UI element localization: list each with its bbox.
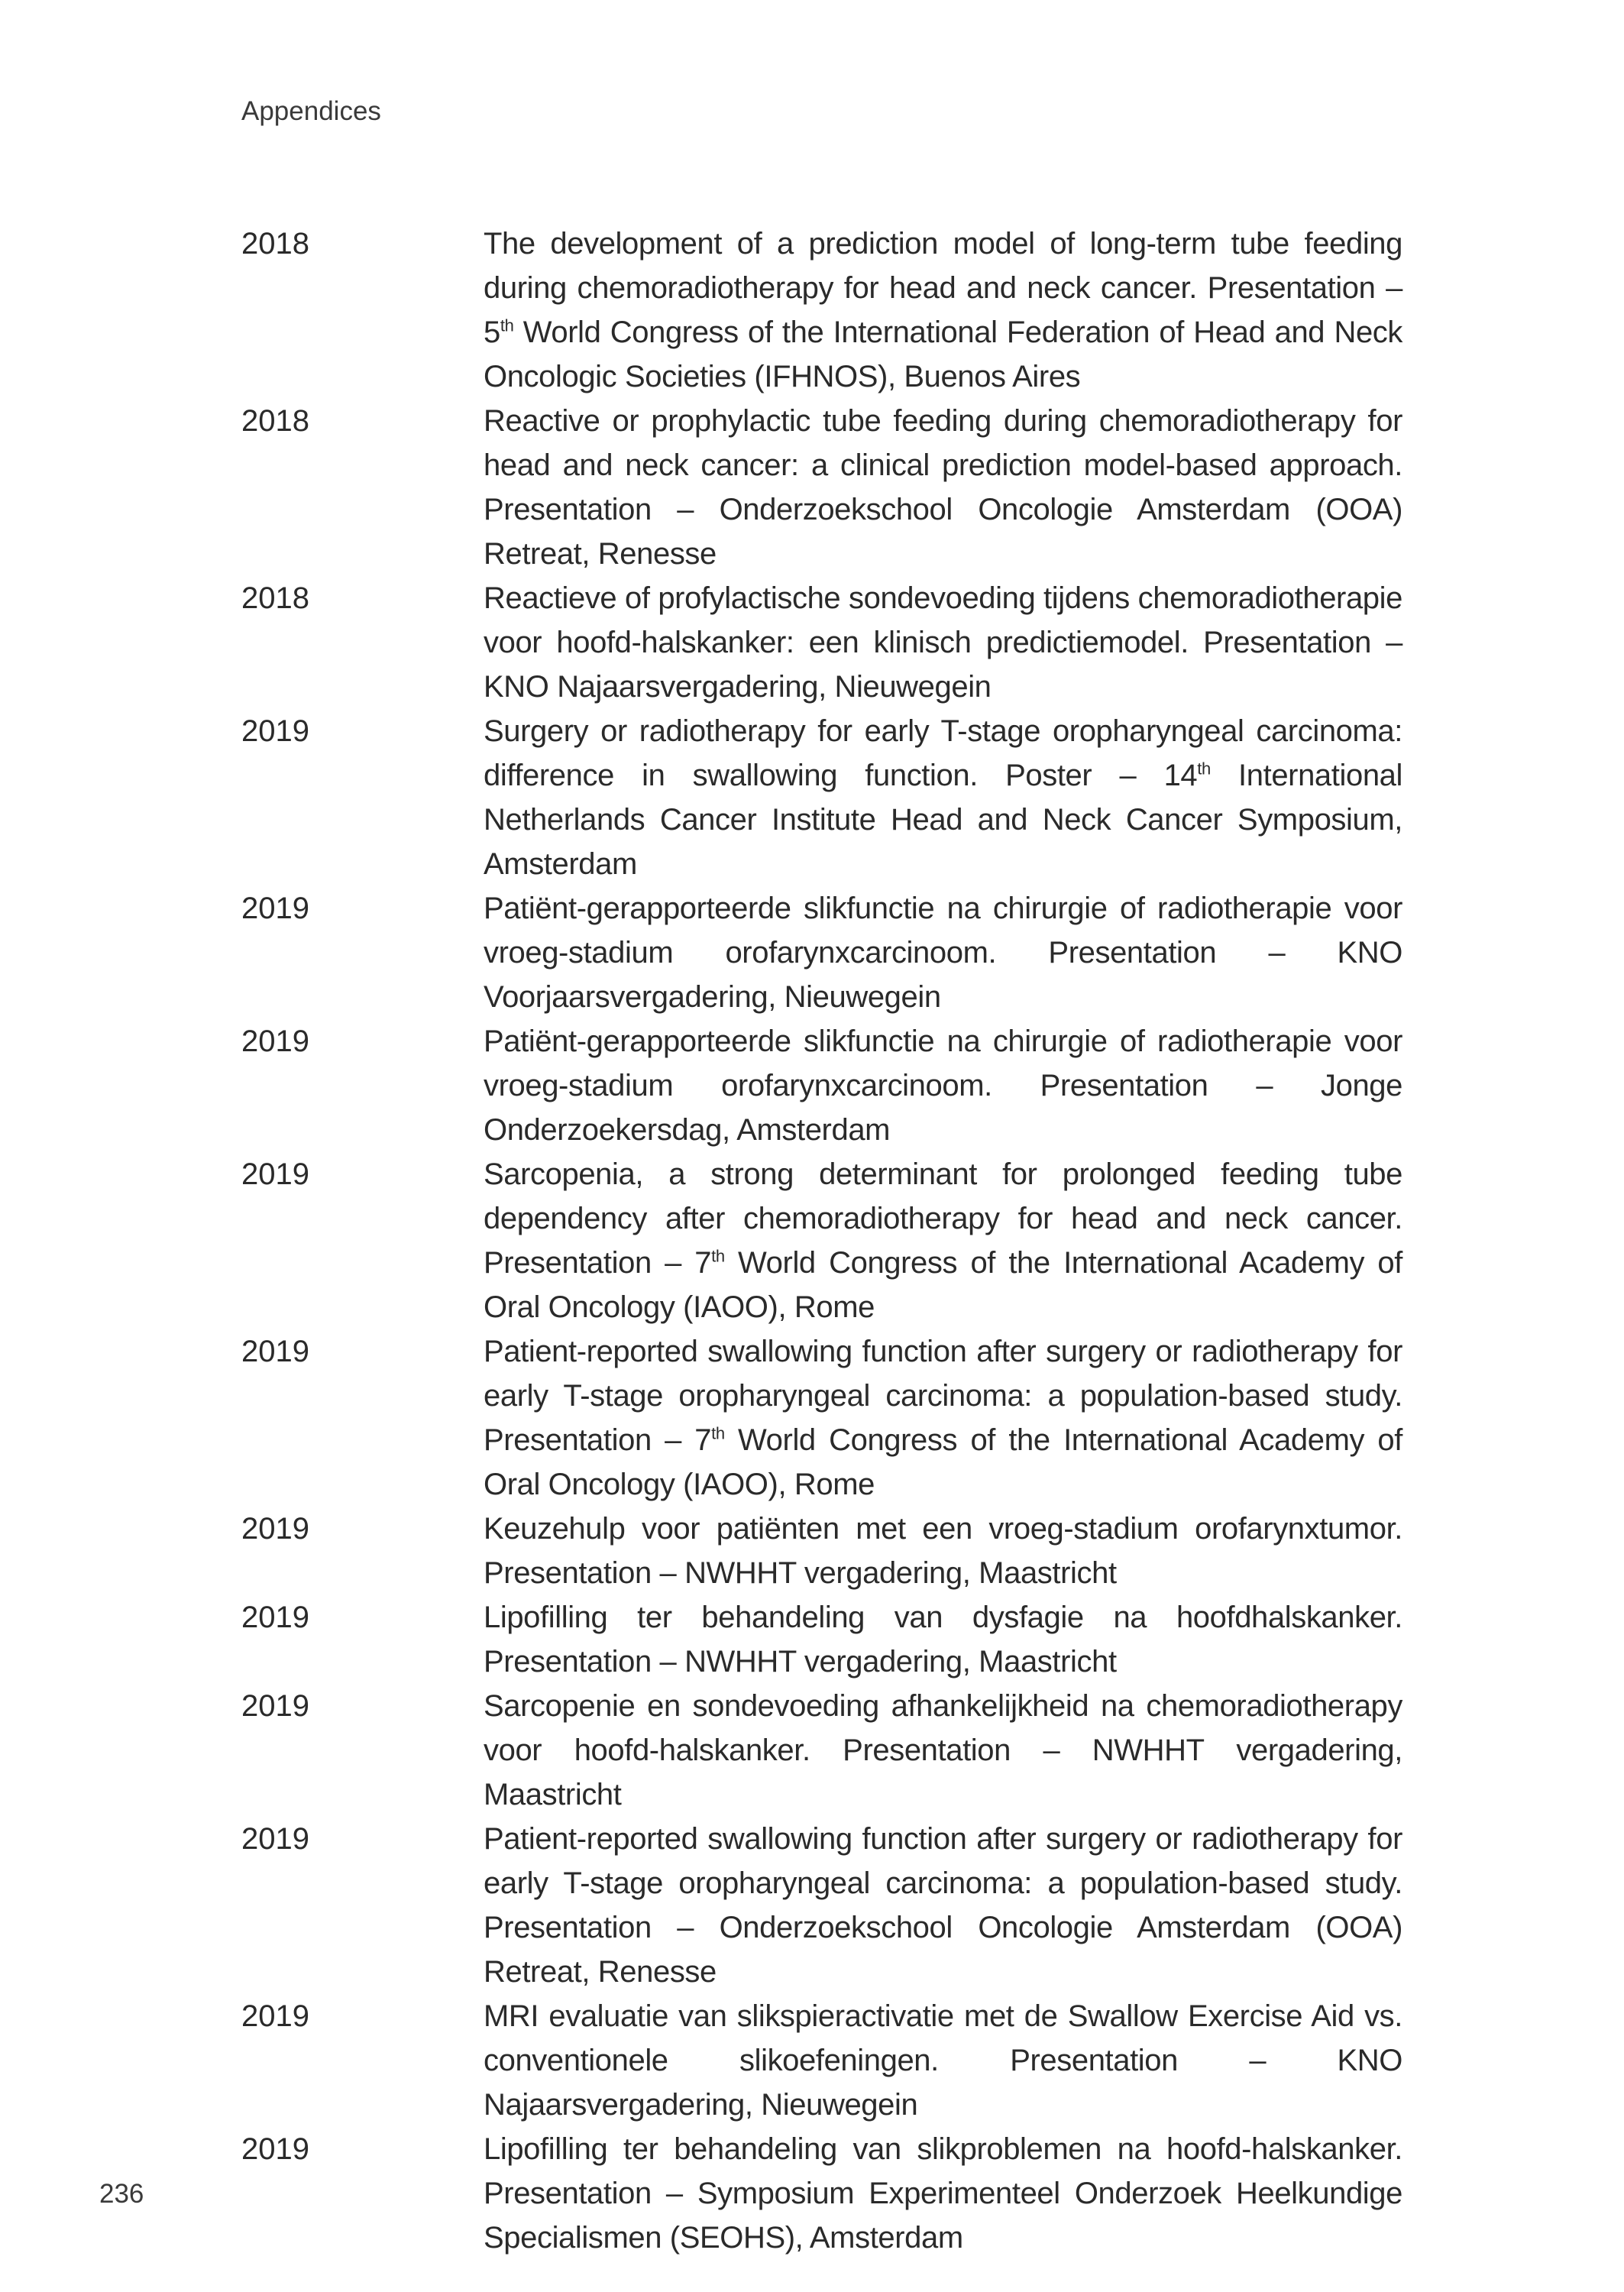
entry-year: 2019 [241,714,309,748]
entry-text: Sarcopenie en sondevoeding afhankelijkheid na chemoradiotherapy voor hoofd-halskanker. Presentation – NWHHT vergadering, Maastricht [484,1689,1402,1811]
entry-superscript: th [711,1423,725,1443]
entry-text: Patiënt-gerapporteerde slikfunctie na chirurgie of radiotherapie voor vroeg-stadium orofarynxcarcinoom. Presentation – Jonge Onderzoekersdag, Amsterdam [484,1025,1402,1147]
entry-description [484,1329,1402,1507]
list-item [241,1152,1402,1329]
entry-text: Patient-reported swallowing function after surgery or radiotherapy for early T-stage oropharyngeal carcinoma: a population-based study. Presentation – Onderzoekschool Oncologie Amsterdam (OOA) Retreat, Renesse [484,1822,1402,1989]
entry-text-continued: World Congress of the International Academy of Oral Oncology (IAOO), Rome [484,1423,1402,1501]
entry-superscript: th [500,316,514,335]
list-item [241,1595,1402,1684]
entry-year: 2019 [241,1157,309,1191]
entry-text: Patiënt-gerapporteerde slikfunctie na chirurgie of radiotherapie voor vroeg-stadium orofarynxcarcinoom. Presentation – KNO Voorjaarsvergadering, Nieuwegein [484,892,1402,1014]
list-item [241,1817,1402,1994]
list-item [241,1994,1402,2127]
list-item [241,1684,1402,1817]
entry-description [484,1994,1402,2127]
entry-text-continued: World Congress of the International Academy of Oral Oncology (IAOO), Rome [484,1246,1402,1324]
entry-text: Reactive or prophylactic tube feeding during chemoradiotherapy for head and neck cancer: a clinical prediction model-based approach. Presentation – Onderzoekschool Oncologie Amsterdam (OOA) Retreat, Renesse [484,404,1402,571]
entry-description [484,1019,1402,1152]
entry-text-continued: World Congress of the International Federation of Head and Neck Oncologic Societies (IFHNOS), Buenos Aires [484,316,1402,393]
list-item [241,399,1402,576]
list-item [241,886,1402,1019]
entry-year: 2019 [241,1025,309,1058]
entry-description [484,1684,1402,1817]
list-item [241,576,1402,709]
entry-year: 2019 [241,1512,309,1546]
entry-text: MRI evaluatie van slikspieractivatie met de Swallow Exercise Aid vs. conventionele slikoefeningen. Presentation – KNO Najaarsvergadering, Nieuwegein [484,1999,1402,2122]
entry-description [484,1817,1402,1994]
entry-superscript: th [711,1246,725,1266]
entry-text: Lipofilling ter behandeling van slikproblemen na hoofd-halskanker. Presentation – Symposium Experimenteel Onderzoek Heelkundige Specialismen (SEOHS), Amsterdam [484,2132,1402,2255]
list-item [241,2127,1402,2260]
presentation-list [241,222,1402,2260]
entry-description [484,1152,1402,1329]
page-number: 236 [99,2179,144,2209]
entry-description [484,886,1402,1019]
list-item [241,222,1402,399]
entry-description [484,399,1402,576]
list-item [241,1507,1402,1595]
entry-description [484,709,1402,886]
entry-description [484,1595,1402,1684]
entry-text: Keuzehulp voor patiënten met een vroeg-stadium orofarynxtumor. Presentation – NWHHT vergadering, Maastricht [484,1512,1402,1590]
entry-text: Reactieve of profylactische sondevoeding tijdens chemoradiotherapie voor hoofd-halskanker: een klinisch predictiemodel. Presentation – KNO Najaarsvergadering, Nieuwegein [484,581,1402,704]
entry-year: 2018 [241,404,309,438]
running-header: Appendices [241,96,381,126]
entry-description [484,576,1402,709]
entry-description [484,1507,1402,1595]
entry-year: 2019 [241,1822,309,1856]
list-item [241,709,1402,886]
entry-superscript: th [1197,759,1211,779]
entry-year: 2019 [241,1601,309,1634]
entry-text: Patient-reported swallowing function after surgery or radiotherapy for early T-stage oropharyngeal carcinoma: a population-based study. Presentation – 7 [484,1335,1402,1457]
entry-text: Surgery or radiotherapy for early T-stage oropharyngeal carcinoma: difference in swallowing function. Poster – 14 [484,714,1402,792]
entry-year: 2019 [241,2132,309,2166]
list-item [241,1019,1402,1152]
entry-year: 2019 [241,1999,309,2033]
entry-text: Lipofilling ter behandeling van dysfagie na hoofdhalskanker. Presentation – NWHHT vergadering, Maastricht [484,1601,1402,1679]
entry-year: 2019 [241,1689,309,1723]
entry-description [484,222,1402,399]
entry-text-continued: International Netherlands Cancer Institute Head and Neck Cancer Symposium, Amsterdam [484,759,1403,881]
entry-text: The development of a prediction model of long-term tube feeding during chemoradiotherapy for head and neck cancer. Presentation – 5 [484,227,1402,349]
entry-year: 2018 [241,581,309,615]
entry-year: 2019 [241,892,309,925]
entry-year: 2018 [241,227,309,261]
entry-year: 2019 [241,1335,309,1368]
entry-description [484,2127,1402,2260]
entry-text: Sarcopenia, a strong determinant for prolonged feeding tube dependency after chemoradiotherapy for head and neck cancer. Presentation – 7 [484,1157,1402,1280]
list-item [241,1329,1402,1507]
